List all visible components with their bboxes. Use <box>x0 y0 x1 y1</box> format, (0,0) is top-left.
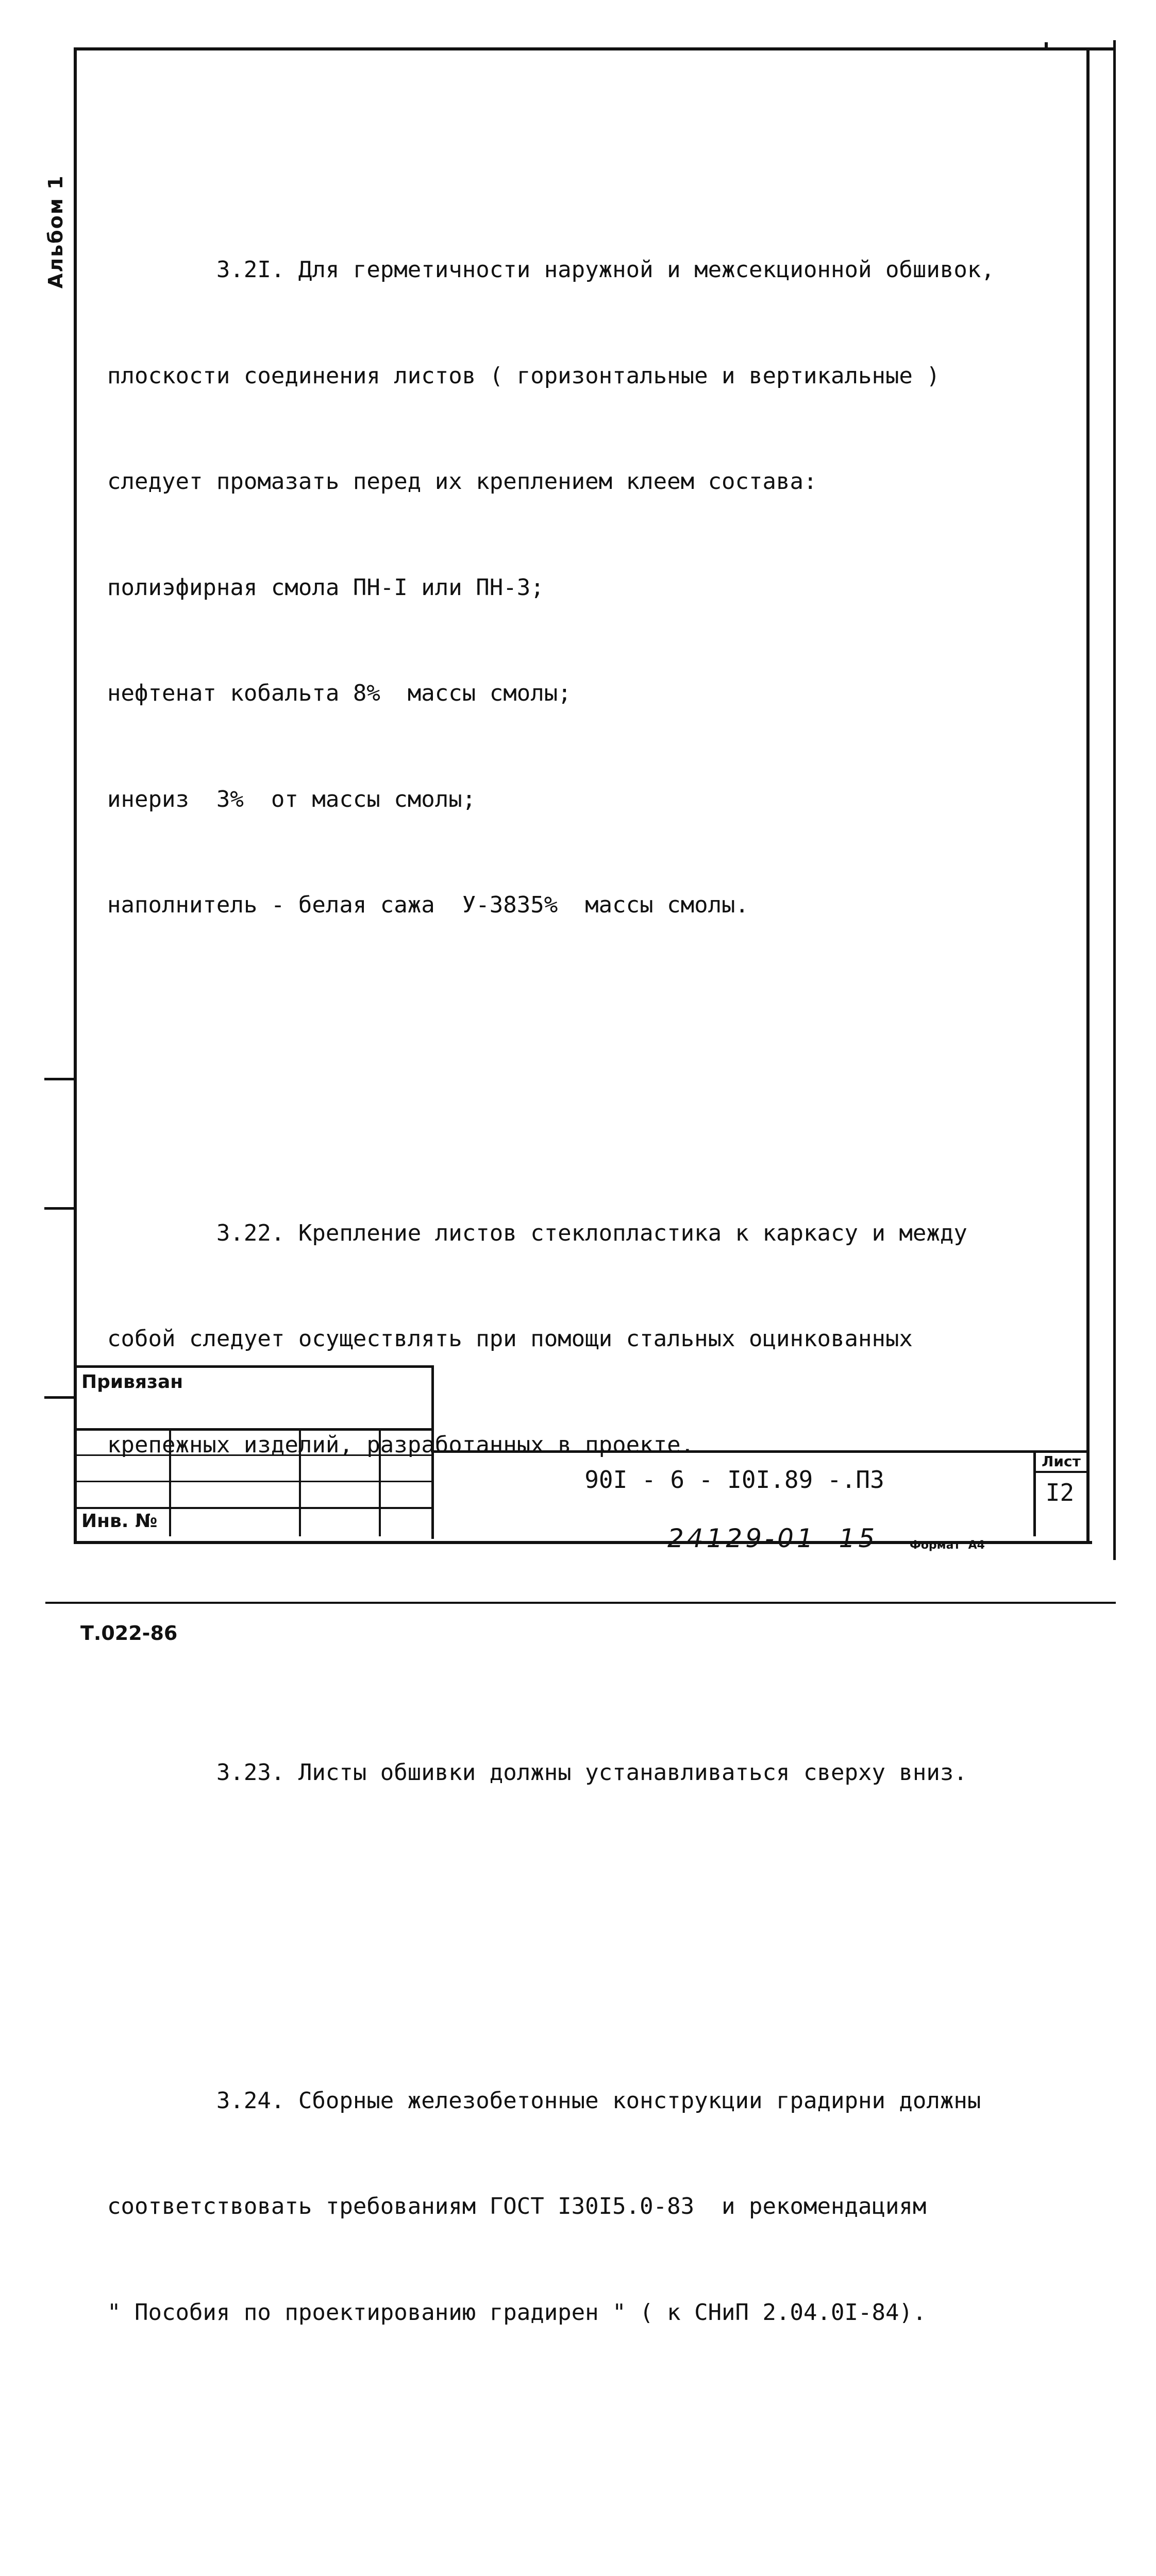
grid-column-rule <box>299 1428 301 1536</box>
sheet-label: Лист <box>1042 1453 1081 1470</box>
text-line: следует промазать перед их креплением клеем состава: <box>107 468 817 495</box>
inv-number-label: Инв. № <box>81 1511 158 1532</box>
text-line: собой следует осуществлять при помощи стальных оцинкованных <box>107 1326 913 1352</box>
text-line: плоскости соединения листов ( горизонтальные и вертикальные ) <box>107 362 940 389</box>
text-line: " Пособия по проектированию градирен " ( к СНиП 2.04.0I-84). <box>107 2299 927 2326</box>
text-line: наполнитель - белая сажа У-3835% массы смолы. <box>107 892 749 918</box>
paragraph-gap <box>107 1064 1076 1075</box>
text-line: 3.23. Листы обшивки должны устанавливаться сверху вниз. <box>107 1759 967 1786</box>
paragraph-gap <box>107 1932 1076 1942</box>
page-frame-right-edge <box>1086 50 1090 1541</box>
text-line: полиэфирная смола ПН-I или ПН-3; <box>107 574 544 601</box>
format-label: Формат А4 <box>910 1539 985 1552</box>
text-line: соответствовать требованиям ГОСТ I30I5.0-83 и рекомендациям <box>107 2193 927 2219</box>
paragraph-3-24 <box>107 2013 1076 2401</box>
paragraph-3-25 <box>107 2552 1076 2576</box>
sheet-cell-divider <box>1033 1471 1089 1473</box>
text-line: инериз 3% от массы смолы; <box>107 786 476 812</box>
grid-column-rule <box>379 1428 381 1536</box>
binding-tick <box>44 1078 75 1080</box>
paragraph-gap <box>107 2471 1076 2482</box>
paragraph-gap <box>107 1604 1076 1614</box>
binding-tick <box>44 1396 75 1399</box>
inventory-number: 24129-01 15 <box>667 1523 878 1553</box>
binding-tick <box>44 1207 75 1210</box>
text-line: 3.24. Сборные железобетонные конструкции градирни должны <box>107 2087 981 2114</box>
privyazan-label: Привязан <box>81 1371 183 1393</box>
document-code: 90I - 6 - I0I.89 -.ПЗ <box>584 1466 884 1494</box>
frame-right-extension <box>1113 40 1116 1560</box>
text-line: нефтенат кобальта 8% массы смолы; <box>107 680 572 706</box>
frame-top-extension <box>1089 47 1116 50</box>
text-line: 3.22. Крепление листов стеклопластика к каркасу и между <box>107 1219 967 1246</box>
sheet-number: I2 <box>1045 1479 1075 1506</box>
title-block-top-rule <box>431 1450 1089 1453</box>
frame-top-notch <box>1045 42 1048 48</box>
form-code: Т.022-86 <box>80 1622 178 1645</box>
text-line: крепежных изделий, разработанных в проекте. <box>107 1431 695 1458</box>
album-side-label: Альбом 1 <box>44 175 67 289</box>
grid-column-rule <box>169 1428 171 1536</box>
text-line: 3.2I. Для герметичности наружной и межсекционной обшивок, <box>107 257 995 283</box>
paragraph-3-23 <box>107 1685 1076 1861</box>
paragraph-3-21 <box>107 182 1076 994</box>
document-body <box>107 111 1076 2576</box>
